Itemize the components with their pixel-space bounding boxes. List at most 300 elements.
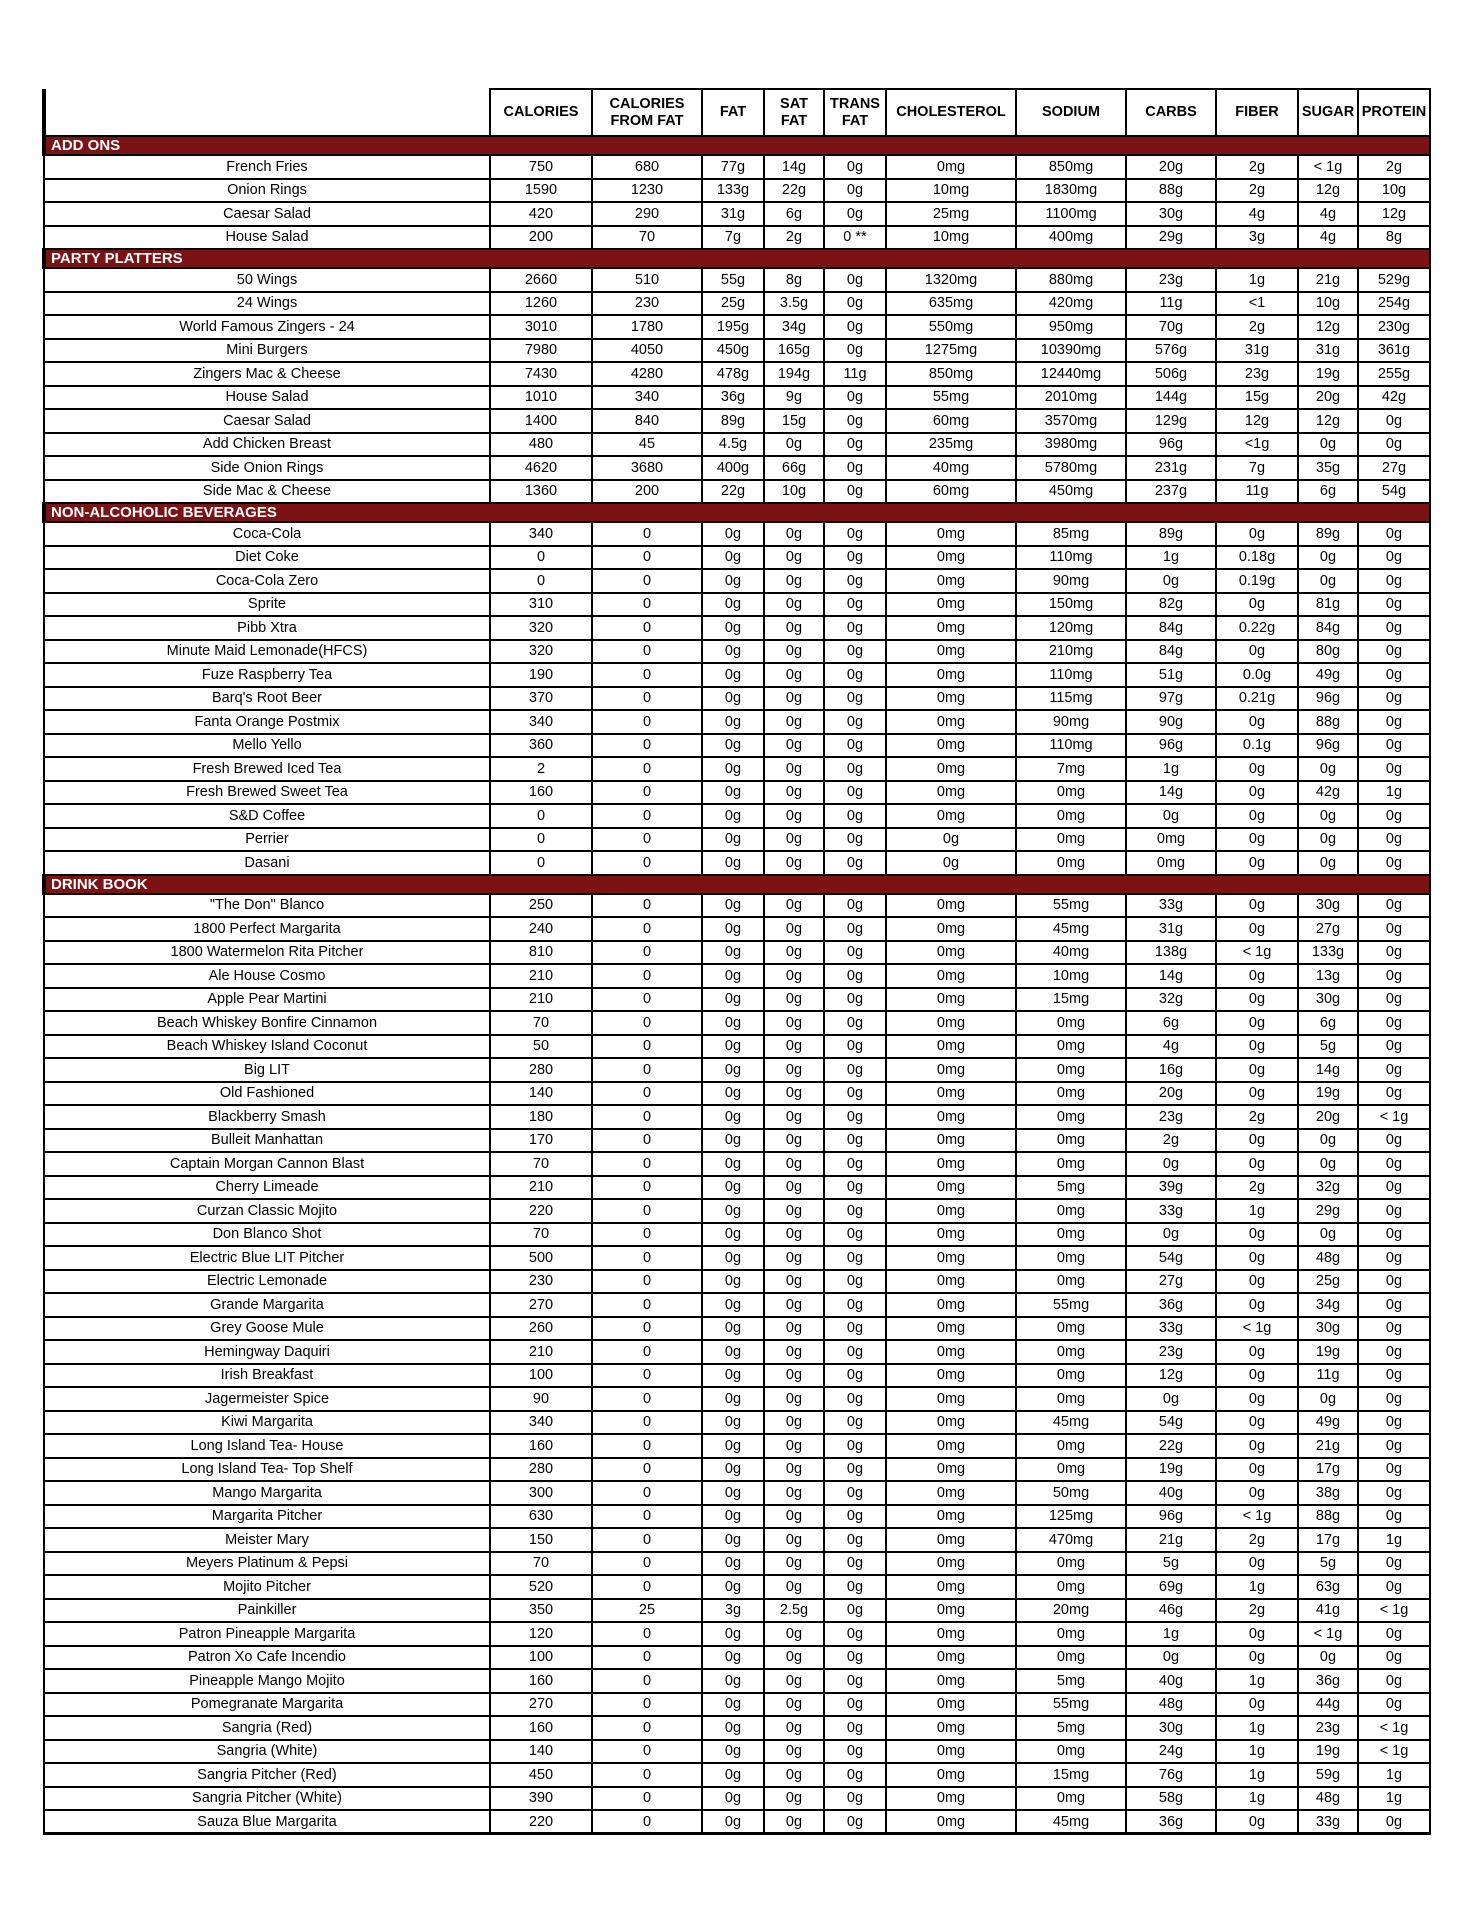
item-name: "The Don" Blanco bbox=[44, 894, 490, 918]
item-value-sugar: 42g bbox=[1298, 781, 1358, 805]
item-value-calories-from-fat: 510 bbox=[592, 268, 702, 292]
item-name: Irish Breakfast bbox=[44, 1364, 490, 1388]
item-value-protein: 0g bbox=[1358, 1270, 1430, 1294]
item-value-trans-fat: 0g bbox=[824, 1223, 886, 1247]
table-row bbox=[44, 1669, 1430, 1693]
item-value-protein: 0g bbox=[1358, 1223, 1430, 1247]
item-value-sodium: 0mg bbox=[1016, 1740, 1126, 1764]
item-value-calories: 420 bbox=[490, 202, 592, 226]
item-value-cholesterol: 0mg bbox=[886, 1199, 1016, 1223]
item-value-calories-from-fat: 70 bbox=[592, 226, 702, 250]
item-value-fat: 0g bbox=[702, 988, 764, 1012]
item-value-sugar: 27g bbox=[1298, 917, 1358, 941]
item-value-sugar: 35g bbox=[1298, 456, 1358, 480]
item-value-sodium: 0mg bbox=[1016, 1552, 1126, 1576]
item-value-sat-fat: 0g bbox=[764, 433, 824, 457]
item-value-fat: 0g bbox=[702, 1364, 764, 1388]
table-row bbox=[44, 941, 1430, 965]
item-value-protein: 12g bbox=[1358, 202, 1430, 226]
item-value-sat-fat: 0g bbox=[764, 1011, 824, 1035]
item-value-sat-fat: 0g bbox=[764, 781, 824, 805]
item-value-calories-from-fat: 840 bbox=[592, 409, 702, 433]
item-value-cholesterol: 0mg bbox=[886, 917, 1016, 941]
item-value-sodium: 1100mg bbox=[1016, 202, 1126, 226]
table-row bbox=[44, 155, 1430, 179]
section-title: ADD ONS bbox=[44, 136, 1430, 155]
item-value-fiber: 0g bbox=[1216, 1035, 1298, 1059]
item-name: Electric Lemonade bbox=[44, 1270, 490, 1294]
column-header-sugar: SUGAR bbox=[1298, 89, 1358, 136]
item-name: 50 Wings bbox=[44, 268, 490, 292]
item-value-protein: 1g bbox=[1358, 1787, 1430, 1811]
item-value-protein: 0g bbox=[1358, 522, 1430, 546]
item-value-calories-from-fat: 25 bbox=[592, 1599, 702, 1623]
item-value-sat-fat: 0g bbox=[764, 1223, 824, 1247]
item-value-sat-fat: 6g bbox=[764, 202, 824, 226]
item-value-sodium: 85mg bbox=[1016, 522, 1126, 546]
item-value-fiber: 2g bbox=[1216, 1528, 1298, 1552]
column-header-fiber: FIBER bbox=[1216, 89, 1298, 136]
item-value-calories-from-fat: 0 bbox=[592, 1129, 702, 1153]
item-value-trans-fat: 0g bbox=[824, 1434, 886, 1458]
item-value-calories-from-fat: 0 bbox=[592, 917, 702, 941]
item-value-sugar: 48g bbox=[1298, 1787, 1358, 1811]
item-value-cholesterol: 0mg bbox=[886, 1646, 1016, 1670]
item-value-carbs: 24g bbox=[1126, 1740, 1216, 1764]
item-value-sugar: 49g bbox=[1298, 663, 1358, 687]
table-row bbox=[44, 1552, 1430, 1576]
item-value-fat: 0g bbox=[702, 1105, 764, 1129]
item-value-fat: 55g bbox=[702, 268, 764, 292]
item-value-fat: 0g bbox=[702, 941, 764, 965]
item-value-sodium: 0mg bbox=[1016, 1434, 1126, 1458]
item-value-sodium: 0mg bbox=[1016, 1787, 1126, 1811]
table-row bbox=[44, 917, 1430, 941]
item-value-fiber: 0g bbox=[1216, 1364, 1298, 1388]
table-row bbox=[44, 640, 1430, 664]
item-value-fat: 77g bbox=[702, 155, 764, 179]
item-value-trans-fat: 0g bbox=[824, 1505, 886, 1529]
item-value-fat: 36g bbox=[702, 386, 764, 410]
table-row bbox=[44, 1575, 1430, 1599]
item-value-fiber: 0g bbox=[1216, 1387, 1298, 1411]
item-value-fiber: 0g bbox=[1216, 988, 1298, 1012]
item-value-calories: 70 bbox=[490, 1552, 592, 1576]
item-value-trans-fat: 0g bbox=[824, 964, 886, 988]
item-value-protein: 0g bbox=[1358, 1129, 1430, 1153]
item-value-fat: 0g bbox=[702, 593, 764, 617]
table-row bbox=[44, 1270, 1430, 1294]
item-value-protein: 0g bbox=[1358, 1434, 1430, 1458]
item-value-protein: 0g bbox=[1358, 616, 1430, 640]
table-row bbox=[44, 1035, 1430, 1059]
item-value-protein: 2g bbox=[1358, 155, 1430, 179]
item-value-sat-fat: 0g bbox=[764, 757, 824, 781]
item-value-sugar: 20g bbox=[1298, 386, 1358, 410]
table-row bbox=[44, 1387, 1430, 1411]
item-value-sodium: 110mg bbox=[1016, 546, 1126, 570]
item-value-trans-fat: 0g bbox=[824, 569, 886, 593]
item-value-sat-fat: 0g bbox=[764, 663, 824, 687]
item-value-calories-from-fat: 0 bbox=[592, 1669, 702, 1693]
item-value-fiber: 2g bbox=[1216, 315, 1298, 339]
item-value-cholesterol: 0mg bbox=[886, 1387, 1016, 1411]
table-row bbox=[44, 386, 1430, 410]
item-value-fiber: 0g bbox=[1216, 1152, 1298, 1176]
item-value-calories: 140 bbox=[490, 1740, 592, 1764]
item-value-fat: 0g bbox=[702, 1763, 764, 1787]
item-value-calories: 2 bbox=[490, 757, 592, 781]
item-value-carbs: 11g bbox=[1126, 292, 1216, 316]
item-value-fat: 0g bbox=[702, 1223, 764, 1247]
item-value-fat: 0g bbox=[702, 804, 764, 828]
item-name: Cherry Limeade bbox=[44, 1176, 490, 1200]
table-row bbox=[44, 894, 1430, 918]
item-value-cholesterol: 0mg bbox=[886, 1693, 1016, 1717]
item-value-fiber: 23g bbox=[1216, 362, 1298, 386]
item-value-trans-fat: 0g bbox=[824, 1246, 886, 1270]
item-value-fat: 0g bbox=[702, 546, 764, 570]
item-value-trans-fat: 0g bbox=[824, 1387, 886, 1411]
item-name: Sangria Pitcher (White) bbox=[44, 1787, 490, 1811]
item-value-fiber: 0.22g bbox=[1216, 616, 1298, 640]
item-name: Side Onion Rings bbox=[44, 456, 490, 480]
item-value-fiber: 1g bbox=[1216, 1763, 1298, 1787]
item-value-carbs: 14g bbox=[1126, 781, 1216, 805]
item-value-sodium: 40mg bbox=[1016, 941, 1126, 965]
table-row bbox=[44, 362, 1430, 386]
item-value-sugar: 0g bbox=[1298, 433, 1358, 457]
table-row bbox=[44, 1364, 1430, 1388]
item-value-protein: 10g bbox=[1358, 179, 1430, 203]
item-value-protein: 0g bbox=[1358, 1035, 1430, 1059]
item-value-fiber: 0g bbox=[1216, 1058, 1298, 1082]
item-value-sat-fat: 0g bbox=[764, 1787, 824, 1811]
item-value-calories-from-fat: 0 bbox=[592, 569, 702, 593]
item-value-sugar: 12g bbox=[1298, 179, 1358, 203]
item-value-calories-from-fat: 0 bbox=[592, 687, 702, 711]
item-value-sugar: 80g bbox=[1298, 640, 1358, 664]
item-value-calories-from-fat: 0 bbox=[592, 1575, 702, 1599]
item-value-trans-fat: 0g bbox=[824, 546, 886, 570]
item-value-sodium: 110mg bbox=[1016, 663, 1126, 687]
item-value-sugar: < 1g bbox=[1298, 1622, 1358, 1646]
item-value-calories-from-fat: 0 bbox=[592, 1082, 702, 1106]
item-value-sodium: 0mg bbox=[1016, 828, 1126, 852]
item-value-calories: 340 bbox=[490, 522, 592, 546]
item-value-cholesterol: 235mg bbox=[886, 433, 1016, 457]
item-value-trans-fat: 0g bbox=[824, 894, 886, 918]
item-name: Grande Margarita bbox=[44, 1293, 490, 1317]
item-value-cholesterol: 0mg bbox=[886, 781, 1016, 805]
item-value-fiber: 1g bbox=[1216, 1787, 1298, 1811]
table-row bbox=[44, 710, 1430, 734]
item-value-calories-from-fat: 0 bbox=[592, 1058, 702, 1082]
item-value-cholesterol: 0mg bbox=[886, 1340, 1016, 1364]
item-value-calories-from-fat: 0 bbox=[592, 1293, 702, 1317]
item-value-cholesterol: 10mg bbox=[886, 226, 1016, 250]
item-value-fiber: 0.19g bbox=[1216, 569, 1298, 593]
item-value-cholesterol: 0mg bbox=[886, 1434, 1016, 1458]
item-value-trans-fat: 11g bbox=[824, 362, 886, 386]
item-value-carbs: 69g bbox=[1126, 1575, 1216, 1599]
item-value-calories: 70 bbox=[490, 1152, 592, 1176]
item-value-sodium: 45mg bbox=[1016, 917, 1126, 941]
column-header-row bbox=[44, 89, 1430, 136]
item-value-protein: < 1g bbox=[1358, 1105, 1430, 1129]
item-value-fiber: 0g bbox=[1216, 1223, 1298, 1247]
table-row bbox=[44, 268, 1430, 292]
item-value-fiber: 2g bbox=[1216, 179, 1298, 203]
column-header-sat-fat: SAT FAT bbox=[764, 89, 824, 136]
item-value-cholesterol: 850mg bbox=[886, 362, 1016, 386]
item-value-carbs: 21g bbox=[1126, 1528, 1216, 1552]
item-value-sodium: 0mg bbox=[1016, 1152, 1126, 1176]
item-value-trans-fat: 0g bbox=[824, 1364, 886, 1388]
item-value-calories: 0 bbox=[490, 804, 592, 828]
item-value-calories-from-fat: 0 bbox=[592, 1011, 702, 1035]
item-value-fiber: 1g bbox=[1216, 1716, 1298, 1740]
item-value-cholesterol: 0mg bbox=[886, 546, 1016, 570]
item-value-fat: 0g bbox=[702, 917, 764, 941]
item-value-sodium: 90mg bbox=[1016, 569, 1126, 593]
item-value-sodium: 0mg bbox=[1016, 1622, 1126, 1646]
item-value-fat: 0g bbox=[702, 1810, 764, 1834]
item-value-calories-from-fat: 1230 bbox=[592, 179, 702, 203]
item-value-fat: 0g bbox=[702, 1082, 764, 1106]
column-header-fat: FAT bbox=[702, 89, 764, 136]
item-value-protein: 0g bbox=[1358, 1364, 1430, 1388]
item-value-fat: 0g bbox=[702, 1058, 764, 1082]
table-row bbox=[44, 1058, 1430, 1082]
item-value-cholesterol: 0mg bbox=[886, 1129, 1016, 1153]
item-value-cholesterol: 0mg bbox=[886, 1763, 1016, 1787]
item-value-carbs: 22g bbox=[1126, 1434, 1216, 1458]
item-value-cholesterol: 0mg bbox=[886, 1575, 1016, 1599]
item-name: Bulleit Manhattan bbox=[44, 1129, 490, 1153]
item-value-calories-from-fat: 45 bbox=[592, 433, 702, 457]
item-value-trans-fat: 0g bbox=[824, 781, 886, 805]
item-value-sodium: 15mg bbox=[1016, 988, 1126, 1012]
item-value-sugar: < 1g bbox=[1298, 155, 1358, 179]
item-value-fiber: < 1g bbox=[1216, 1317, 1298, 1341]
item-value-sugar: 38g bbox=[1298, 1481, 1358, 1505]
item-value-trans-fat: 0g bbox=[824, 941, 886, 965]
item-value-protein: 0g bbox=[1358, 663, 1430, 687]
item-name: Add Chicken Breast bbox=[44, 433, 490, 457]
item-value-trans-fat: 0g bbox=[824, 456, 886, 480]
table-row bbox=[44, 851, 1430, 875]
item-value-sugar: 19g bbox=[1298, 1340, 1358, 1364]
item-value-carbs: 0mg bbox=[1126, 828, 1216, 852]
item-value-cholesterol: 0mg bbox=[886, 894, 1016, 918]
item-value-trans-fat: 0g bbox=[824, 1693, 886, 1717]
item-value-sodium: 55mg bbox=[1016, 1693, 1126, 1717]
item-value-carbs: 0mg bbox=[1126, 851, 1216, 875]
item-value-sugar: 34g bbox=[1298, 1293, 1358, 1317]
item-value-fiber: 0g bbox=[1216, 917, 1298, 941]
item-value-fat: 0g bbox=[702, 1787, 764, 1811]
item-value-calories: 240 bbox=[490, 917, 592, 941]
item-name: Sauza Blue Margarita bbox=[44, 1810, 490, 1834]
item-value-sodium: 45mg bbox=[1016, 1810, 1126, 1834]
item-value-sat-fat: 8g bbox=[764, 268, 824, 292]
item-value-trans-fat: 0g bbox=[824, 1270, 886, 1294]
item-value-calories: 3010 bbox=[490, 315, 592, 339]
item-value-calories-from-fat: 0 bbox=[592, 1223, 702, 1247]
item-value-protein: 0g bbox=[1358, 546, 1430, 570]
item-value-sodium: 110mg bbox=[1016, 734, 1126, 758]
item-value-sat-fat: 0g bbox=[764, 1716, 824, 1740]
item-value-sodium: 0mg bbox=[1016, 1129, 1126, 1153]
item-value-calories-from-fat: 0 bbox=[592, 1716, 702, 1740]
item-value-calories: 630 bbox=[490, 1505, 592, 1529]
column-header-sodium: SODIUM bbox=[1016, 89, 1126, 136]
item-value-calories: 0 bbox=[490, 546, 592, 570]
item-value-fiber: 3g bbox=[1216, 226, 1298, 250]
item-value-calories: 350 bbox=[490, 1599, 592, 1623]
item-value-calories-from-fat: 0 bbox=[592, 1787, 702, 1811]
item-value-carbs: 40g bbox=[1126, 1669, 1216, 1693]
item-value-sat-fat: 0g bbox=[764, 1411, 824, 1435]
item-value-cholesterol: 0mg bbox=[886, 941, 1016, 965]
item-value-sat-fat: 0g bbox=[764, 941, 824, 965]
table-row bbox=[44, 226, 1430, 250]
table-row bbox=[44, 1246, 1430, 1270]
item-value-fat: 0g bbox=[702, 1669, 764, 1693]
section-row-add-ons bbox=[44, 136, 1430, 155]
item-value-protein: 0g bbox=[1358, 1552, 1430, 1576]
item-name: Long Island Tea- House bbox=[44, 1434, 490, 1458]
item-value-cholesterol: 0mg bbox=[886, 1223, 1016, 1247]
item-value-calories: 190 bbox=[490, 663, 592, 687]
section-title: DRINK BOOK bbox=[44, 875, 1430, 894]
item-value-cholesterol: 0mg bbox=[886, 757, 1016, 781]
item-value-calories-from-fat: 0 bbox=[592, 1528, 702, 1552]
item-value-sodium: 0mg bbox=[1016, 1458, 1126, 1482]
item-value-sugar: 19g bbox=[1298, 362, 1358, 386]
item-value-fiber: 0g bbox=[1216, 1129, 1298, 1153]
item-value-sat-fat: 0g bbox=[764, 569, 824, 593]
item-value-trans-fat: 0g bbox=[824, 1740, 886, 1764]
item-value-sugar: 6g bbox=[1298, 1011, 1358, 1035]
item-value-sat-fat: 0g bbox=[764, 687, 824, 711]
table-row bbox=[44, 1176, 1430, 1200]
item-value-fat: 0g bbox=[702, 1011, 764, 1035]
item-value-calories: 0 bbox=[490, 828, 592, 852]
item-value-calories-from-fat: 0 bbox=[592, 1810, 702, 1834]
item-value-sugar: 88g bbox=[1298, 1505, 1358, 1529]
item-value-sugar: 0g bbox=[1298, 1129, 1358, 1153]
item-value-cholesterol: 635mg bbox=[886, 292, 1016, 316]
item-value-sodium: 90mg bbox=[1016, 710, 1126, 734]
item-value-protein: 0g bbox=[1358, 1011, 1430, 1035]
section-title: PARTY PLATTERS bbox=[44, 249, 1430, 268]
item-value-fat: 0g bbox=[702, 1129, 764, 1153]
table-row bbox=[44, 1129, 1430, 1153]
item-name: Long Island Tea- Top Shelf bbox=[44, 1458, 490, 1482]
item-value-sat-fat: 0g bbox=[764, 804, 824, 828]
item-value-fiber: 2g bbox=[1216, 1599, 1298, 1623]
item-value-trans-fat: 0g bbox=[824, 1199, 886, 1223]
nutrition-sheet bbox=[42, 88, 1431, 1835]
item-value-sodium: 0mg bbox=[1016, 1270, 1126, 1294]
item-value-carbs: 96g bbox=[1126, 1505, 1216, 1529]
item-value-sodium: 0mg bbox=[1016, 1646, 1126, 1670]
item-value-sugar: 11g bbox=[1298, 1364, 1358, 1388]
item-value-carbs: 0g bbox=[1126, 1646, 1216, 1670]
item-value-calories-from-fat: 0 bbox=[592, 1246, 702, 1270]
item-value-fiber: 2g bbox=[1216, 155, 1298, 179]
item-value-trans-fat: 0g bbox=[824, 1787, 886, 1811]
item-value-protein: 0g bbox=[1358, 1693, 1430, 1717]
item-value-fiber: 31g bbox=[1216, 339, 1298, 363]
item-value-calories-from-fat: 0 bbox=[592, 964, 702, 988]
item-value-carbs: 1g bbox=[1126, 546, 1216, 570]
table-row bbox=[44, 456, 1430, 480]
item-value-cholesterol: 0mg bbox=[886, 710, 1016, 734]
item-value-sodium: 0mg bbox=[1016, 1011, 1126, 1035]
item-name: 1800 Watermelon Rita Pitcher bbox=[44, 941, 490, 965]
item-value-fat: 0g bbox=[702, 1434, 764, 1458]
item-value-sat-fat: 0g bbox=[764, 1575, 824, 1599]
item-value-trans-fat: 0g bbox=[824, 804, 886, 828]
item-value-fat: 0g bbox=[702, 1575, 764, 1599]
table-row bbox=[44, 964, 1430, 988]
item-value-trans-fat: 0g bbox=[824, 480, 886, 504]
item-value-sugar: 6g bbox=[1298, 480, 1358, 504]
item-value-trans-fat: 0g bbox=[824, 1646, 886, 1670]
item-value-trans-fat: 0g bbox=[824, 851, 886, 875]
item-value-sugar: 17g bbox=[1298, 1458, 1358, 1482]
table-row bbox=[44, 546, 1430, 570]
item-value-protein: 0g bbox=[1358, 1387, 1430, 1411]
item-name: Side Mac & Cheese bbox=[44, 480, 490, 504]
item-value-cholesterol: 0mg bbox=[886, 964, 1016, 988]
item-value-calories-from-fat: 0 bbox=[592, 1340, 702, 1364]
item-value-protein: 0g bbox=[1358, 804, 1430, 828]
item-value-protein: 1g bbox=[1358, 781, 1430, 805]
item-value-sugar: 49g bbox=[1298, 1411, 1358, 1435]
item-value-protein: 0g bbox=[1358, 1293, 1430, 1317]
item-value-sodium: 0mg bbox=[1016, 1340, 1126, 1364]
item-value-sodium: 0mg bbox=[1016, 1364, 1126, 1388]
item-value-calories: 750 bbox=[490, 155, 592, 179]
item-value-calories: 0 bbox=[490, 569, 592, 593]
item-value-calories-from-fat: 0 bbox=[592, 1176, 702, 1200]
item-value-sat-fat: 0g bbox=[764, 1622, 824, 1646]
item-value-calories: 360 bbox=[490, 734, 592, 758]
item-value-sat-fat: 0g bbox=[764, 1693, 824, 1717]
item-value-protein: 0g bbox=[1358, 851, 1430, 875]
item-value-calories-from-fat: 200 bbox=[592, 480, 702, 504]
item-value-sodium: 10390mg bbox=[1016, 339, 1126, 363]
item-value-carbs: 144g bbox=[1126, 386, 1216, 410]
item-value-sat-fat: 0g bbox=[764, 1105, 824, 1129]
item-value-sodium: 0mg bbox=[1016, 1105, 1126, 1129]
item-value-sat-fat: 0g bbox=[764, 1458, 824, 1482]
item-value-cholesterol: 0mg bbox=[886, 1622, 1016, 1646]
item-value-sugar: 19g bbox=[1298, 1082, 1358, 1106]
item-value-sugar: 0g bbox=[1298, 546, 1358, 570]
item-value-trans-fat: 0g bbox=[824, 1669, 886, 1693]
item-value-trans-fat: 0g bbox=[824, 1058, 886, 1082]
item-value-calories-from-fat: 0 bbox=[592, 1152, 702, 1176]
item-value-calories-from-fat: 0 bbox=[592, 781, 702, 805]
item-value-sodium: 420mg bbox=[1016, 292, 1126, 316]
item-value-calories-from-fat: 0 bbox=[592, 1481, 702, 1505]
item-value-sugar: 32g bbox=[1298, 1176, 1358, 1200]
